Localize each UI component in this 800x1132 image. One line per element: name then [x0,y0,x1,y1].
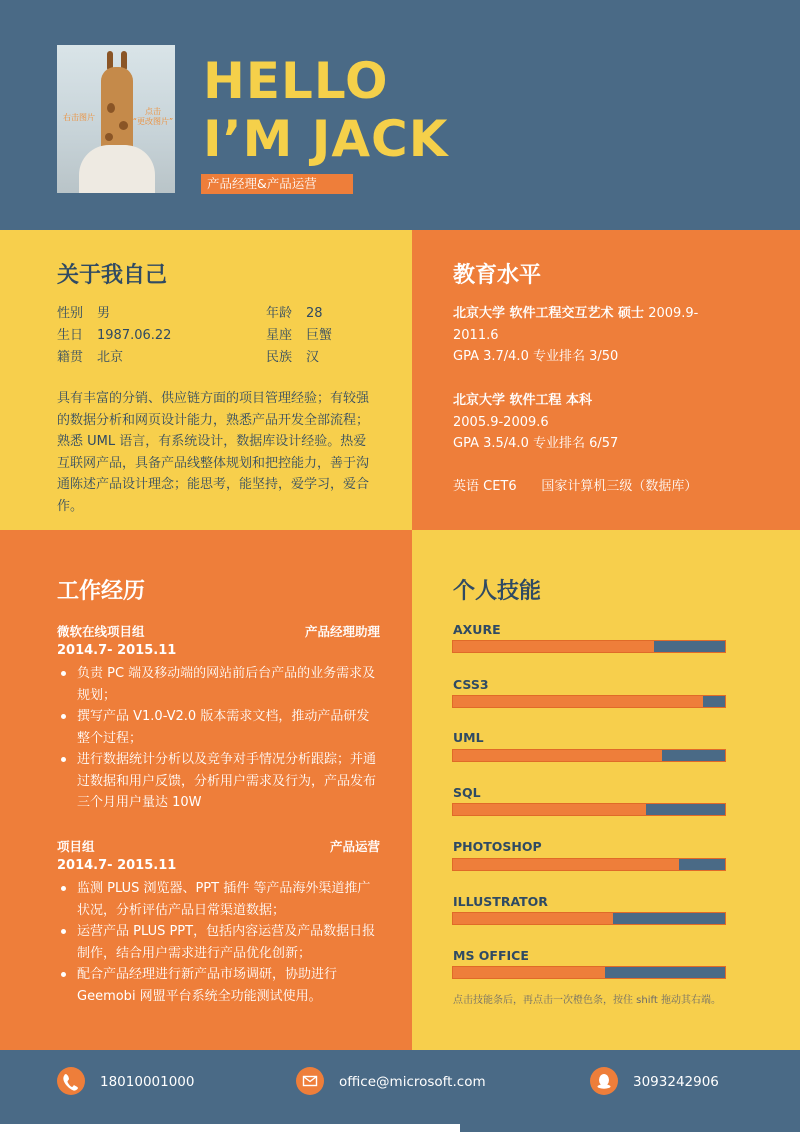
about-field-ethnicity [266,347,319,369]
skill-fill-sql[interactable] [453,804,646,815]
phone-icon [57,1067,85,1095]
skill-name-illustrator: ILLUSTRATOR [453,894,548,909]
job-bullets [57,663,377,814]
photo-hint-left: 右击图片 [63,113,95,122]
profile-photo[interactable] [57,45,175,193]
giraffe-spot [107,103,115,113]
photo-hint-right-2: “更改图片” [132,117,174,126]
about-field-gender [57,303,110,325]
skill-name-ms-office: MS OFFICE [453,948,529,963]
job-position: 产品经理助理 [304,624,380,639]
skill-bar-illustrator[interactable] [452,912,726,925]
skill-name-css3: CSS3 [453,677,489,692]
list-item: 监测 PLUS 浏览器、PPT 插件 等产品海外渠道推广状况，分析评估产品日常渠道数据； [57,878,377,921]
skill-bar-photoshop[interactable] [452,858,726,871]
greeting-line-2: I’M JACK [203,110,449,168]
field-value: 1987.06.22 [97,328,172,343]
giraffe-scarf [79,145,155,193]
education-date-inline: 2009.9- [644,306,699,321]
list-item: 进行数据统计分析以及竞争对手情况分析跟踪；并通过数据和用户反馈，分析用户需求及行为，产品发布三个月用户量达 10W [57,749,377,814]
footer-phone[interactable]: 18010001000 [100,1074,195,1090]
skill-name-photoshop: PHOTOSHOP [453,839,542,854]
list-item: 负责 PC 端及移动端的网站前后台产品的业务需求及规划； [57,663,377,706]
field-label: 星座 [266,328,293,343]
skill-bar-uml[interactable] [452,749,726,762]
skill-name-axure: AXURE [453,622,501,637]
education-date: 2005.9-2009.6 [453,414,549,430]
skill-bar-ms-office[interactable] [452,966,726,979]
skills-hint: 点击技能条后，再点击一次橙色条，按住 shift 拖动其右端。 [453,995,721,1006]
job-bullets [57,878,377,1007]
role-badge: 产品经理&产品运营 [201,174,353,194]
job-org: 项目组 [57,839,95,854]
envelope-icon [296,1067,324,1095]
education-gpa: GPA 3.7/4.0 专业排名 3/50 [453,349,619,364]
about-field-birthday [57,325,171,347]
footer-qq[interactable]: 3093242906 [633,1074,719,1090]
job-org: 微软在线项目组 [57,624,145,639]
education-title: 教育水平 [453,263,542,288]
list-item: 配合产品经理进行新产品市场调研，协助进行 Geemobi 网盟平台系统全功能测试使用。 [57,964,377,1007]
job-position: 产品运营 [329,839,380,854]
skill-fill-ms-office[interactable] [453,967,605,978]
field-label: 性别 [57,306,84,321]
skill-fill-photoshop[interactable] [453,859,679,870]
photo-hint-right-1: 点击 [145,107,161,116]
job-date: 2014.7- 2015.11 [57,858,177,873]
about-description: 具有丰富的分销、供应链方面的项目管理经验；有较强的数据分析和网页设计能力，熟悉产品开发全部流程；熟悉 UML 语言，有系统设计，数据库设计经验。热爱互联网产品，具备产品线整体规划和把控能力，善于沟通陈述产品设计理念；能思考，能坚持，爱学习，爱合作。 [57,391,370,514]
about-field-zodiac [266,325,332,347]
skill-bar-sql[interactable] [452,803,726,816]
skill-name-sql: SQL [453,785,481,800]
field-value: 28 [306,306,323,321]
greeting-line-1: HELLO [203,52,389,110]
photo-hint-right [131,107,175,127]
job-date: 2014.7- 2015.11 [57,643,177,658]
field-value: 男 [97,306,111,321]
field-value: 巨蟹 [306,328,333,343]
education-head: 北京大学 软件工程交互艺术 硕士 [453,306,645,321]
field-value: 汉 [306,350,320,365]
education-gpa: GPA 3.5/4.0 专业排名 6/57 [453,436,619,451]
education-date: 2011.6 [453,327,499,343]
skill-fill-axure[interactable] [453,641,654,652]
education-item-bachelor [453,390,753,455]
skill-fill-illustrator[interactable] [453,913,613,924]
skill-name-uml: UML [453,730,484,745]
field-label: 生日 [57,328,84,343]
footer-strip [460,1124,800,1132]
skill-fill-css3[interactable] [453,696,703,707]
about-field-age [266,303,323,325]
education-item-master [453,303,753,368]
education-certs: 英语 CET6 国家计算机三级（数据库） [453,479,698,494]
skill-bar-css3[interactable] [452,695,726,708]
about-title: 关于我自己 [57,263,168,288]
skill-bar-axure[interactable] [452,640,726,653]
qq-penguin-icon [590,1067,618,1095]
field-value: 北京 [97,350,124,365]
giraffe-spot [119,121,128,130]
list-item: 撰写产品 V1.0-V2.0 版本需求文档，推动产品研发整个过程； [57,706,377,749]
field-label: 籍贯 [57,350,84,365]
list-item: 运营产品 PLUS PPT，包括内容运营及产品数据日报制作，结合用户需求进行产品优化创新； [57,921,377,964]
field-label: 民族 [266,350,293,365]
footer-email[interactable]: office@microsoft.com [339,1074,486,1090]
greeting-title [203,52,449,168]
education-head: 北京大学 软件工程 本科 [453,393,593,408]
skill-fill-uml[interactable] [453,750,662,761]
giraffe-spot [105,133,113,141]
skills-title: 个人技能 [453,579,542,604]
field-label: 年龄 [266,306,293,321]
about-field-hometown [57,347,123,369]
work-title: 工作经历 [57,579,146,604]
